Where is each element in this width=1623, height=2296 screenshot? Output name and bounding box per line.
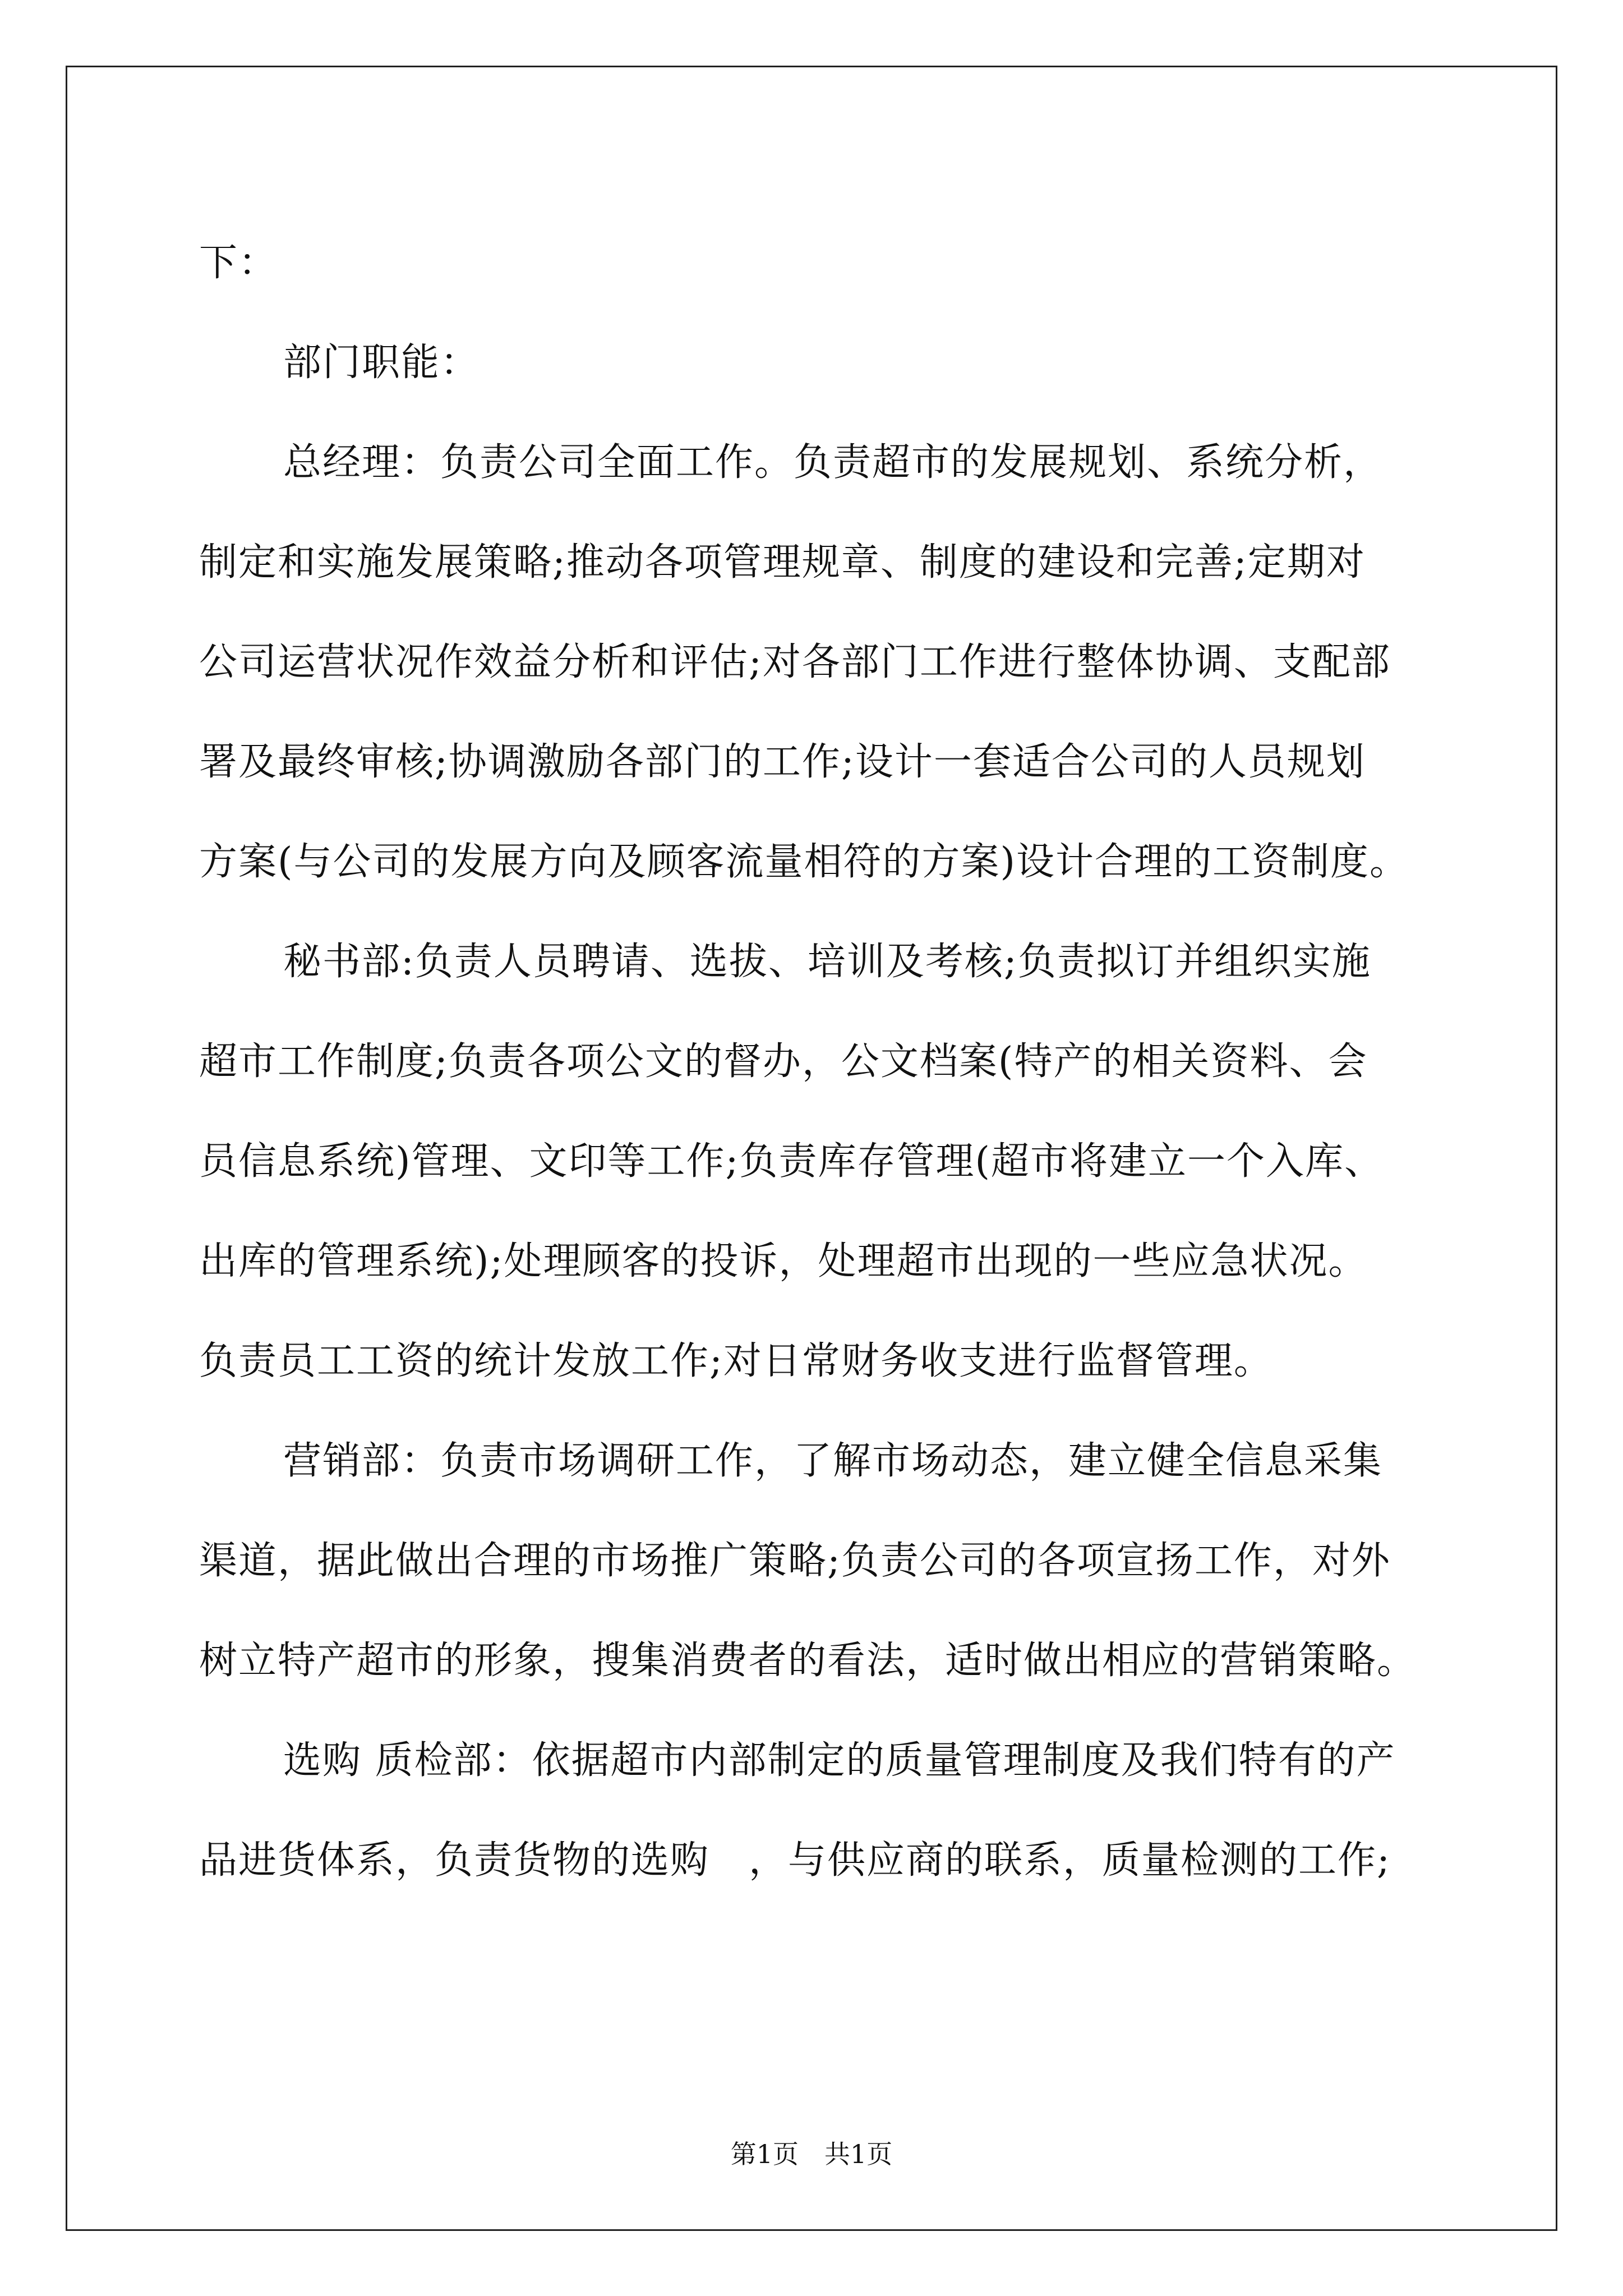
text-line: 渠道，据此做出合理的市场推广策略;负责公司的各项宣扬工作，对外 [199, 1539, 1391, 1583]
text-line: 署及最终审核;协调激励各部门的工作;设计一套适合公司的人员规划 [199, 740, 1366, 784]
paragraph-start: 总经理：负责公司全面工作。负责超市的发展规划、系统分析， [283, 440, 1383, 485]
text-line: 方案(与公司的发展方向及顾客流量相符的方案)设计合理的工资制度。 [199, 840, 1409, 884]
text-line: 制定和实施发展策略;推动各项管理规章、制度的建设和完善;定期对 [199, 540, 1366, 585]
text-line: 树立特产超市的形象，搜集消费者的看法，适时做出相应的营销策略。 [199, 1639, 1417, 1683]
paragraph-start: 营销部：负责市场调研工作，了解市场动态，建立健全信息采集 [283, 1439, 1383, 1483]
text-line: 出库的管理系统);处理顾客的投诉，处理超市出现的一些应急状况。 [199, 1239, 1368, 1283]
paragraph-start: 选购 质检部：依据超市内部制定的质量管理制度及我们特有的产 [283, 1738, 1396, 1783]
text-line: 超市工作制度;负责各项公文的督办，公文档案(特产的相关资料、会 [199, 1039, 1368, 1084]
text-line: 员信息系统)管理、文印等工作;负责库存管理(超市将建立一个入库、 [199, 1139, 1384, 1184]
page-footer: 第1页 共1页 [730, 2139, 893, 2169]
text-line: 负责员工工资的统计发放工作;对日常财务收支进行监督管理。 [199, 1339, 1273, 1383]
text-line: 公司运营状况作效益分析和评估;对各部门工作进行整体协调、支配部 [199, 640, 1391, 684]
text-line: 下： [199, 241, 278, 285]
paragraph-start: 秘书部:负责人员聘请、选拔、培训及考核;负责拟订并组织实施 [283, 940, 1371, 984]
text-line: 品进货体系，负责货物的选购 ，与供应商的联系，质量检测的工作; [199, 1838, 1391, 1883]
document-body [199, 213, 1436, 1911]
section-heading: 部门职能： [283, 341, 480, 385]
